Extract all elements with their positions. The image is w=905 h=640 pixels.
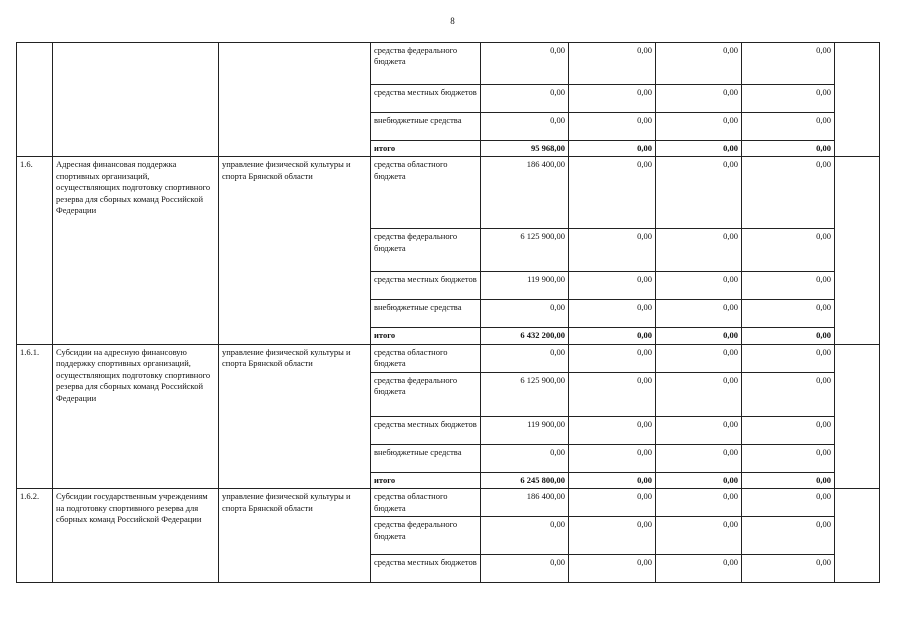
measure-name-cell: Адресная финансовая поддержка спортивных организаций, осуществляющих подготовку спортивного резерва для сборных команд Российской Федерации xyxy=(53,157,219,344)
budget-table xyxy=(16,42,880,583)
amount-cell: 0,00 xyxy=(742,229,835,272)
funding-source: средства федерального бюджета xyxy=(371,517,481,555)
table-row xyxy=(17,43,880,85)
amount-cell: 0,00 xyxy=(656,85,742,113)
funding-source: средства местных бюджетов xyxy=(371,85,481,113)
amount-cell: 0,00 xyxy=(742,300,835,328)
funding-source: средства областного бюджета xyxy=(371,157,481,229)
total-amount: 0,00 xyxy=(569,141,656,157)
funding-source: средства областного бюджета xyxy=(371,344,481,372)
amount-cell: 6 125 900,00 xyxy=(481,229,569,272)
amount-cell: 0,00 xyxy=(569,489,656,517)
amount-cell: 0,00 xyxy=(569,229,656,272)
amount-cell: 0,00 xyxy=(656,300,742,328)
total-amount: 6 245 800,00 xyxy=(481,472,569,488)
amount-cell: 0,00 xyxy=(656,555,742,583)
amount-cell: 0,00 xyxy=(569,416,656,444)
amount-cell: 0,00 xyxy=(481,43,569,85)
total-label: итого xyxy=(371,141,481,157)
amount-cell: 0,00 xyxy=(742,489,835,517)
amount-cell: 6 125 900,00 xyxy=(481,372,569,416)
blank-cell xyxy=(835,157,880,344)
funding-source: средства местных бюджетов xyxy=(371,272,481,300)
amount-cell: 0,00 xyxy=(742,555,835,583)
amount-cell: 0,00 xyxy=(656,43,742,85)
table-row xyxy=(17,344,880,372)
measure-name-cell xyxy=(53,43,219,157)
amount-cell: 0,00 xyxy=(656,444,742,472)
funding-source: средства федерального бюджета xyxy=(371,372,481,416)
total-amount: 0,00 xyxy=(742,141,835,157)
total-amount: 0,00 xyxy=(656,472,742,488)
total-label: итого xyxy=(371,472,481,488)
total-amount: 0,00 xyxy=(742,472,835,488)
amount-cell: 119 900,00 xyxy=(481,272,569,300)
amount-cell: 0,00 xyxy=(742,43,835,85)
funding-source: средства федерального бюджета xyxy=(371,43,481,85)
executor-cell: управление физической культуры и спорта Брянской области xyxy=(219,157,371,344)
measure-name-cell: Субсидии государственным учреждениям на подготовку спортивного резерва для сборных команд Российской Федерации xyxy=(53,489,219,583)
funding-source: средства местных бюджетов xyxy=(371,555,481,583)
amount-cell: 0,00 xyxy=(481,555,569,583)
amount-cell: 186 400,00 xyxy=(481,489,569,517)
amount-cell: 0,00 xyxy=(481,113,569,141)
amount-cell: 0,00 xyxy=(569,43,656,85)
amount-cell: 0,00 xyxy=(656,157,742,229)
total-amount: 0,00 xyxy=(569,472,656,488)
amount-cell: 0,00 xyxy=(742,517,835,555)
funding-source: внебюджетные средства xyxy=(371,444,481,472)
amount-cell: 0,00 xyxy=(481,344,569,372)
amount-cell: 0,00 xyxy=(656,517,742,555)
amount-cell: 0,00 xyxy=(481,444,569,472)
page-number: 8 xyxy=(450,16,455,26)
blank-cell xyxy=(835,489,880,583)
amount-cell: 0,00 xyxy=(569,300,656,328)
funding-source: средства областного бюджета xyxy=(371,489,481,517)
index-cell xyxy=(17,43,53,157)
amount-cell: 0,00 xyxy=(656,229,742,272)
measure-name-cell: Субсидии на адресную финансовую поддержку спортивных организаций, осуществляющих подготовку спортивного резерва для сборных команд Российской Федерации xyxy=(53,344,219,488)
funding-source: средства федерального бюджета xyxy=(371,229,481,272)
amount-cell: 0,00 xyxy=(569,113,656,141)
amount-cell: 0,00 xyxy=(742,157,835,229)
amount-cell: 0,00 xyxy=(656,272,742,300)
index-cell: 1.6.2. xyxy=(17,489,53,583)
funding-source: внебюджетные средства xyxy=(371,300,481,328)
total-amount: 0,00 xyxy=(742,328,835,344)
amount-cell: 0,00 xyxy=(742,416,835,444)
executor-cell: управление физической культуры и спорта Брянской области xyxy=(219,344,371,488)
index-cell: 1.6.1. xyxy=(17,344,53,488)
amount-cell: 0,00 xyxy=(481,517,569,555)
total-amount: 6 432 200,00 xyxy=(481,328,569,344)
amount-cell: 0,00 xyxy=(569,517,656,555)
blank-cell xyxy=(835,43,880,157)
executor-cell: управление физической культуры и спорта Брянской области xyxy=(219,489,371,583)
amount-cell: 0,00 xyxy=(481,300,569,328)
amount-cell: 0,00 xyxy=(742,344,835,372)
amount-cell: 0,00 xyxy=(742,372,835,416)
blank-cell xyxy=(835,344,880,488)
amount-cell: 0,00 xyxy=(569,157,656,229)
amount-cell: 0,00 xyxy=(656,489,742,517)
total-amount: 0,00 xyxy=(569,328,656,344)
amount-cell: 186 400,00 xyxy=(481,157,569,229)
funding-source: средства местных бюджетов xyxy=(371,416,481,444)
table-row xyxy=(17,489,880,517)
amount-cell: 0,00 xyxy=(656,113,742,141)
table-row xyxy=(17,157,880,229)
amount-cell: 0,00 xyxy=(569,372,656,416)
amount-cell: 0,00 xyxy=(569,555,656,583)
total-amount: 0,00 xyxy=(656,328,742,344)
executor-cell xyxy=(219,43,371,157)
amount-cell: 0,00 xyxy=(569,272,656,300)
amount-cell: 0,00 xyxy=(742,113,835,141)
index-cell: 1.6. xyxy=(17,157,53,344)
amount-cell: 0,00 xyxy=(656,372,742,416)
amount-cell: 119 900,00 xyxy=(481,416,569,444)
amount-cell: 0,00 xyxy=(656,416,742,444)
total-amount: 0,00 xyxy=(656,141,742,157)
amount-cell: 0,00 xyxy=(656,344,742,372)
funding-source: внебюджетные средства xyxy=(371,113,481,141)
total-amount: 95 968,00 xyxy=(481,141,569,157)
amount-cell: 0,00 xyxy=(481,85,569,113)
amount-cell: 0,00 xyxy=(569,85,656,113)
amount-cell: 0,00 xyxy=(742,444,835,472)
total-label: итого xyxy=(371,328,481,344)
amount-cell: 0,00 xyxy=(569,344,656,372)
amount-cell: 0,00 xyxy=(569,444,656,472)
amount-cell: 0,00 xyxy=(742,272,835,300)
amount-cell: 0,00 xyxy=(742,85,835,113)
